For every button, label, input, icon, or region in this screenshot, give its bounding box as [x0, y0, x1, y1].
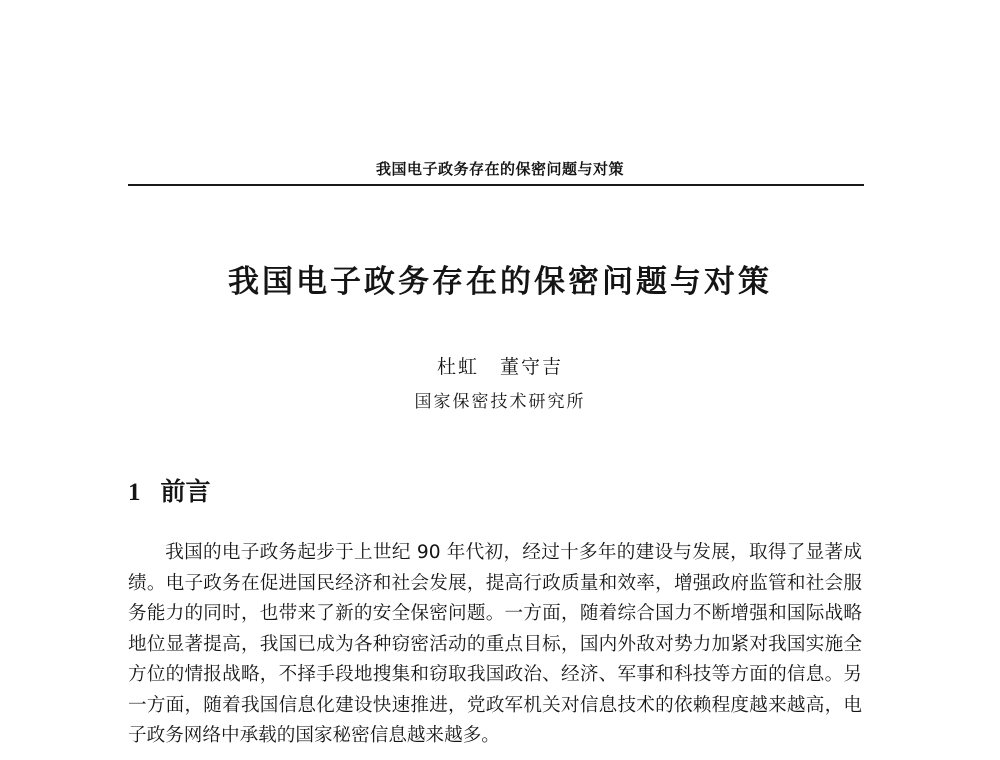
section-number: 1 — [128, 479, 141, 506]
affiliation: 国家保密技术研究所 — [414, 392, 586, 412]
header-rule — [128, 184, 864, 186]
section-title: 前言 — [160, 477, 211, 506]
running-head: 我国电子政务存在的保密问题与对策 — [375, 160, 624, 178]
authors: 杜虹 董守吉 — [436, 356, 563, 378]
body-paragraph: 我国的电子政务起步于上世纪 90 年代初，经过十多年的建设与发展，取得了显著成绩。电子政务在促进国民经济和社会发展，提高行政质量和效率，增强政府监管和社会服务能力的同时，也带来了新的安全保密问题。一方面，随着综合国力不断增强和国际战略地位显著提高，我国已成为各种窃密活动的重点目标，国内外敌对势力加紧对我国实施全方位的情报战略，不择手段地搜集和窃取我国政治、经济、军事和科技等方面的信息。另一方面，随着我国信息化建设快速推进，党政军机关对信息技术的依赖程度越来越高，电子政务网络中承载的国家秘密信息越来越多。 — [128, 542, 862, 746]
section-heading — [128, 472, 211, 508]
article-title: 我国电子政务存在的保密问题与对策 — [228, 264, 772, 300]
